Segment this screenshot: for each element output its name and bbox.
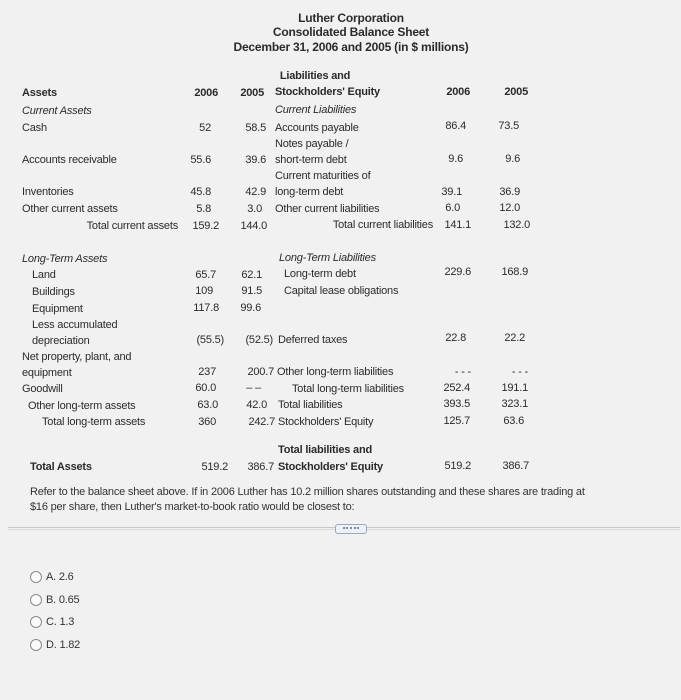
accounts-payable-2005: 73.5	[498, 120, 519, 132]
current-maturities-label-1: Current maturities of	[275, 170, 371, 182]
current-maturities-label-2: long-term debt	[275, 186, 344, 198]
other-lt-liabilities-2006: - - -	[454, 366, 471, 378]
radio-button-icon[interactable]	[30, 571, 42, 583]
long-term-liabilities-heading: Long-Term Liabilities	[279, 252, 376, 264]
deferred-taxes-2006: 22.8	[445, 332, 466, 344]
current-assets-heading: Current Assets	[22, 105, 92, 117]
total-lt-liabilities-label: Total long-term liabilities	[292, 383, 404, 395]
notes-payable-label-2: short-term debt	[275, 154, 347, 166]
notes-payable-label-1: Notes payable /	[275, 138, 349, 150]
current-maturities-2005: 36.9	[499, 186, 520, 198]
long-term-debt-label: Long-term debt	[284, 268, 356, 280]
goodwill-2006: 60.0	[195, 382, 216, 394]
notes-payable-2005: 9.6	[505, 153, 520, 165]
total-lt-liabilities-2005: 191.1	[501, 382, 528, 394]
total-lt-liabilities-2006: 252.4	[443, 382, 470, 394]
notes-payable-2006: 9.6	[448, 153, 463, 165]
land-2005: 62.1	[241, 269, 262, 281]
deferred-taxes-2005: 22.2	[504, 332, 525, 344]
inventories-label: Inventories	[22, 186, 74, 198]
cash-label: Cash	[22, 122, 47, 134]
statement-title: Consolidated Balance Sheet	[272, 25, 430, 39]
total-assets-2005: 386.7	[247, 461, 274, 473]
equipment-2005: 99.6	[240, 302, 261, 314]
goodwill-2005: – –	[246, 382, 261, 394]
deferred-taxes-label: Deferred taxes	[278, 334, 348, 346]
liabilities-col-2005: 2005	[504, 86, 528, 98]
liabilities-heading-2: Stockholders' Equity	[275, 86, 380, 98]
question-line-2: $16 per share, then Luther's market-to-book ratio would be closest to:	[30, 501, 355, 513]
buildings-label: Buildings	[32, 286, 75, 298]
stockholders-equity-label: Stockholders' Equity	[278, 416, 374, 428]
less-depreciation-label-1: Less accumulated	[32, 319, 118, 331]
option-c-text: C. 1.3	[46, 616, 75, 628]
accounts-payable-label: Accounts payable	[275, 122, 359, 134]
total-current-liabilities-2005: 132.0	[503, 219, 530, 231]
buildings-2006: 109	[195, 285, 213, 297]
long-term-debt-2005: 168.9	[501, 266, 528, 278]
land-2006: 65.7	[195, 269, 216, 281]
land-label: Land	[32, 269, 56, 281]
radio-button-icon[interactable]	[30, 639, 42, 651]
other-lt-liabilities-2005: - - -	[511, 366, 528, 378]
total-liabilities-label: Total liabilities	[278, 399, 343, 411]
assets-heading: Assets	[22, 87, 57, 99]
total-liab-equity-label-1: Total liabilities and	[278, 444, 372, 456]
capital-lease-label: Capital lease obligations	[284, 285, 399, 297]
inventories-2006: 45.8	[190, 186, 211, 198]
option-b-text: B. 0.65	[46, 594, 80, 606]
accounts-payable-2006: 86.4	[445, 120, 466, 132]
company-name: Luther Corporation	[298, 11, 404, 25]
liabilities-heading-1: Liabilities and	[279, 70, 351, 82]
total-liab-equity-2006: 519.2	[444, 460, 471, 472]
total-liab-equity-label-2: Stockholders' Equity	[278, 461, 383, 473]
radio-button-icon[interactable]	[30, 594, 42, 606]
receivable-2005: 39.6	[245, 154, 266, 166]
total-assets-label: Total Assets	[30, 461, 92, 473]
long-term-debt-2006: 229.6	[444, 266, 471, 278]
stockholders-equity-2006: 125.7	[443, 415, 470, 427]
cash-2006: 52	[199, 122, 211, 134]
radio-button-icon[interactable]	[30, 616, 42, 628]
ellipsis-icon	[343, 527, 359, 531]
stockholders-equity-2005: 63.6	[503, 415, 524, 427]
long-term-assets-heading: Long-Term Assets	[22, 253, 108, 265]
total-lt-assets-label: Total long-term assets	[42, 416, 146, 428]
cash-2005: 58.5	[245, 122, 266, 134]
statement-period: December 31, 2006 and 2005 (in $ millions)	[233, 40, 469, 54]
total-current-assets-label: Total current assets	[86, 220, 178, 232]
other-lt-assets-2005: 42.0	[246, 399, 267, 411]
goodwill-label: Goodwill	[22, 383, 63, 395]
other-lt-assets-label: Other long-term assets	[28, 400, 136, 412]
assets-col-2006: 2006	[194, 87, 218, 99]
total-lt-assets-2005: 242.7	[248, 416, 275, 428]
assets-col-2005: 2005	[240, 87, 264, 99]
net-ppe-2006: 237	[198, 366, 216, 378]
current-liabilities-heading: Current Liabilities	[275, 104, 357, 116]
total-liabilities-2006: 393.5	[443, 398, 470, 410]
other-current-liabilities-2005: 12.0	[499, 202, 520, 214]
total-current-assets-2006: 159.2	[192, 220, 219, 232]
other-current-liabilities-label: Other current liabilities	[275, 203, 380, 215]
other-current-assets-2005: 3.0	[247, 203, 262, 215]
total-current-liabilities-2006: 141.1	[444, 219, 471, 231]
other-current-liabilities-2006: 6.0	[445, 202, 460, 214]
net-ppe-2005: 200.7	[247, 366, 274, 378]
net-ppe-label-1: Net property, plant, and	[22, 351, 132, 363]
total-liabilities-2005: 323.1	[501, 398, 528, 410]
inventories-2005: 42.9	[245, 186, 266, 198]
net-ppe-label-2: equipment	[22, 367, 72, 379]
buildings-2005: 91.5	[241, 285, 262, 297]
other-current-assets-2006: 5.8	[196, 203, 211, 215]
other-lt-liabilities-label: Other long-term liabilities	[277, 366, 394, 378]
equipment-label: Equipment	[32, 303, 83, 315]
less-depreciation-2005: (52.5)	[245, 334, 273, 346]
less-depreciation-label-2: depreciation	[32, 335, 90, 347]
total-liab-equity-2005: 386.7	[502, 460, 529, 472]
option-a-text: A. 2.6	[46, 571, 74, 583]
question-line-1: Refer to the balance sheet above. If in 2006 Luther has 10.2 million shares outstanding and these shares are trading at	[30, 486, 585, 498]
other-lt-assets-2006: 63.0	[197, 399, 218, 411]
receivable-label: Accounts receivable	[22, 154, 117, 166]
expand-more-button[interactable]	[335, 524, 367, 534]
option-d-text: D. 1.82	[46, 639, 81, 651]
current-maturities-2006: 39.1	[441, 186, 462, 198]
less-depreciation-2006: (55.5)	[196, 334, 224, 346]
total-current-assets-2005: 144.0	[240, 220, 267, 232]
total-assets-2006: 519.2	[201, 461, 228, 473]
equipment-2006: 117.8	[193, 302, 219, 314]
receivable-2006: 55.6	[190, 154, 211, 166]
liabilities-col-2006: 2006	[446, 86, 470, 98]
total-current-liabilities-label: Total current liabilities	[332, 219, 433, 231]
other-current-assets-label: Other current assets	[22, 203, 118, 215]
total-lt-assets-2006: 360	[198, 416, 216, 428]
